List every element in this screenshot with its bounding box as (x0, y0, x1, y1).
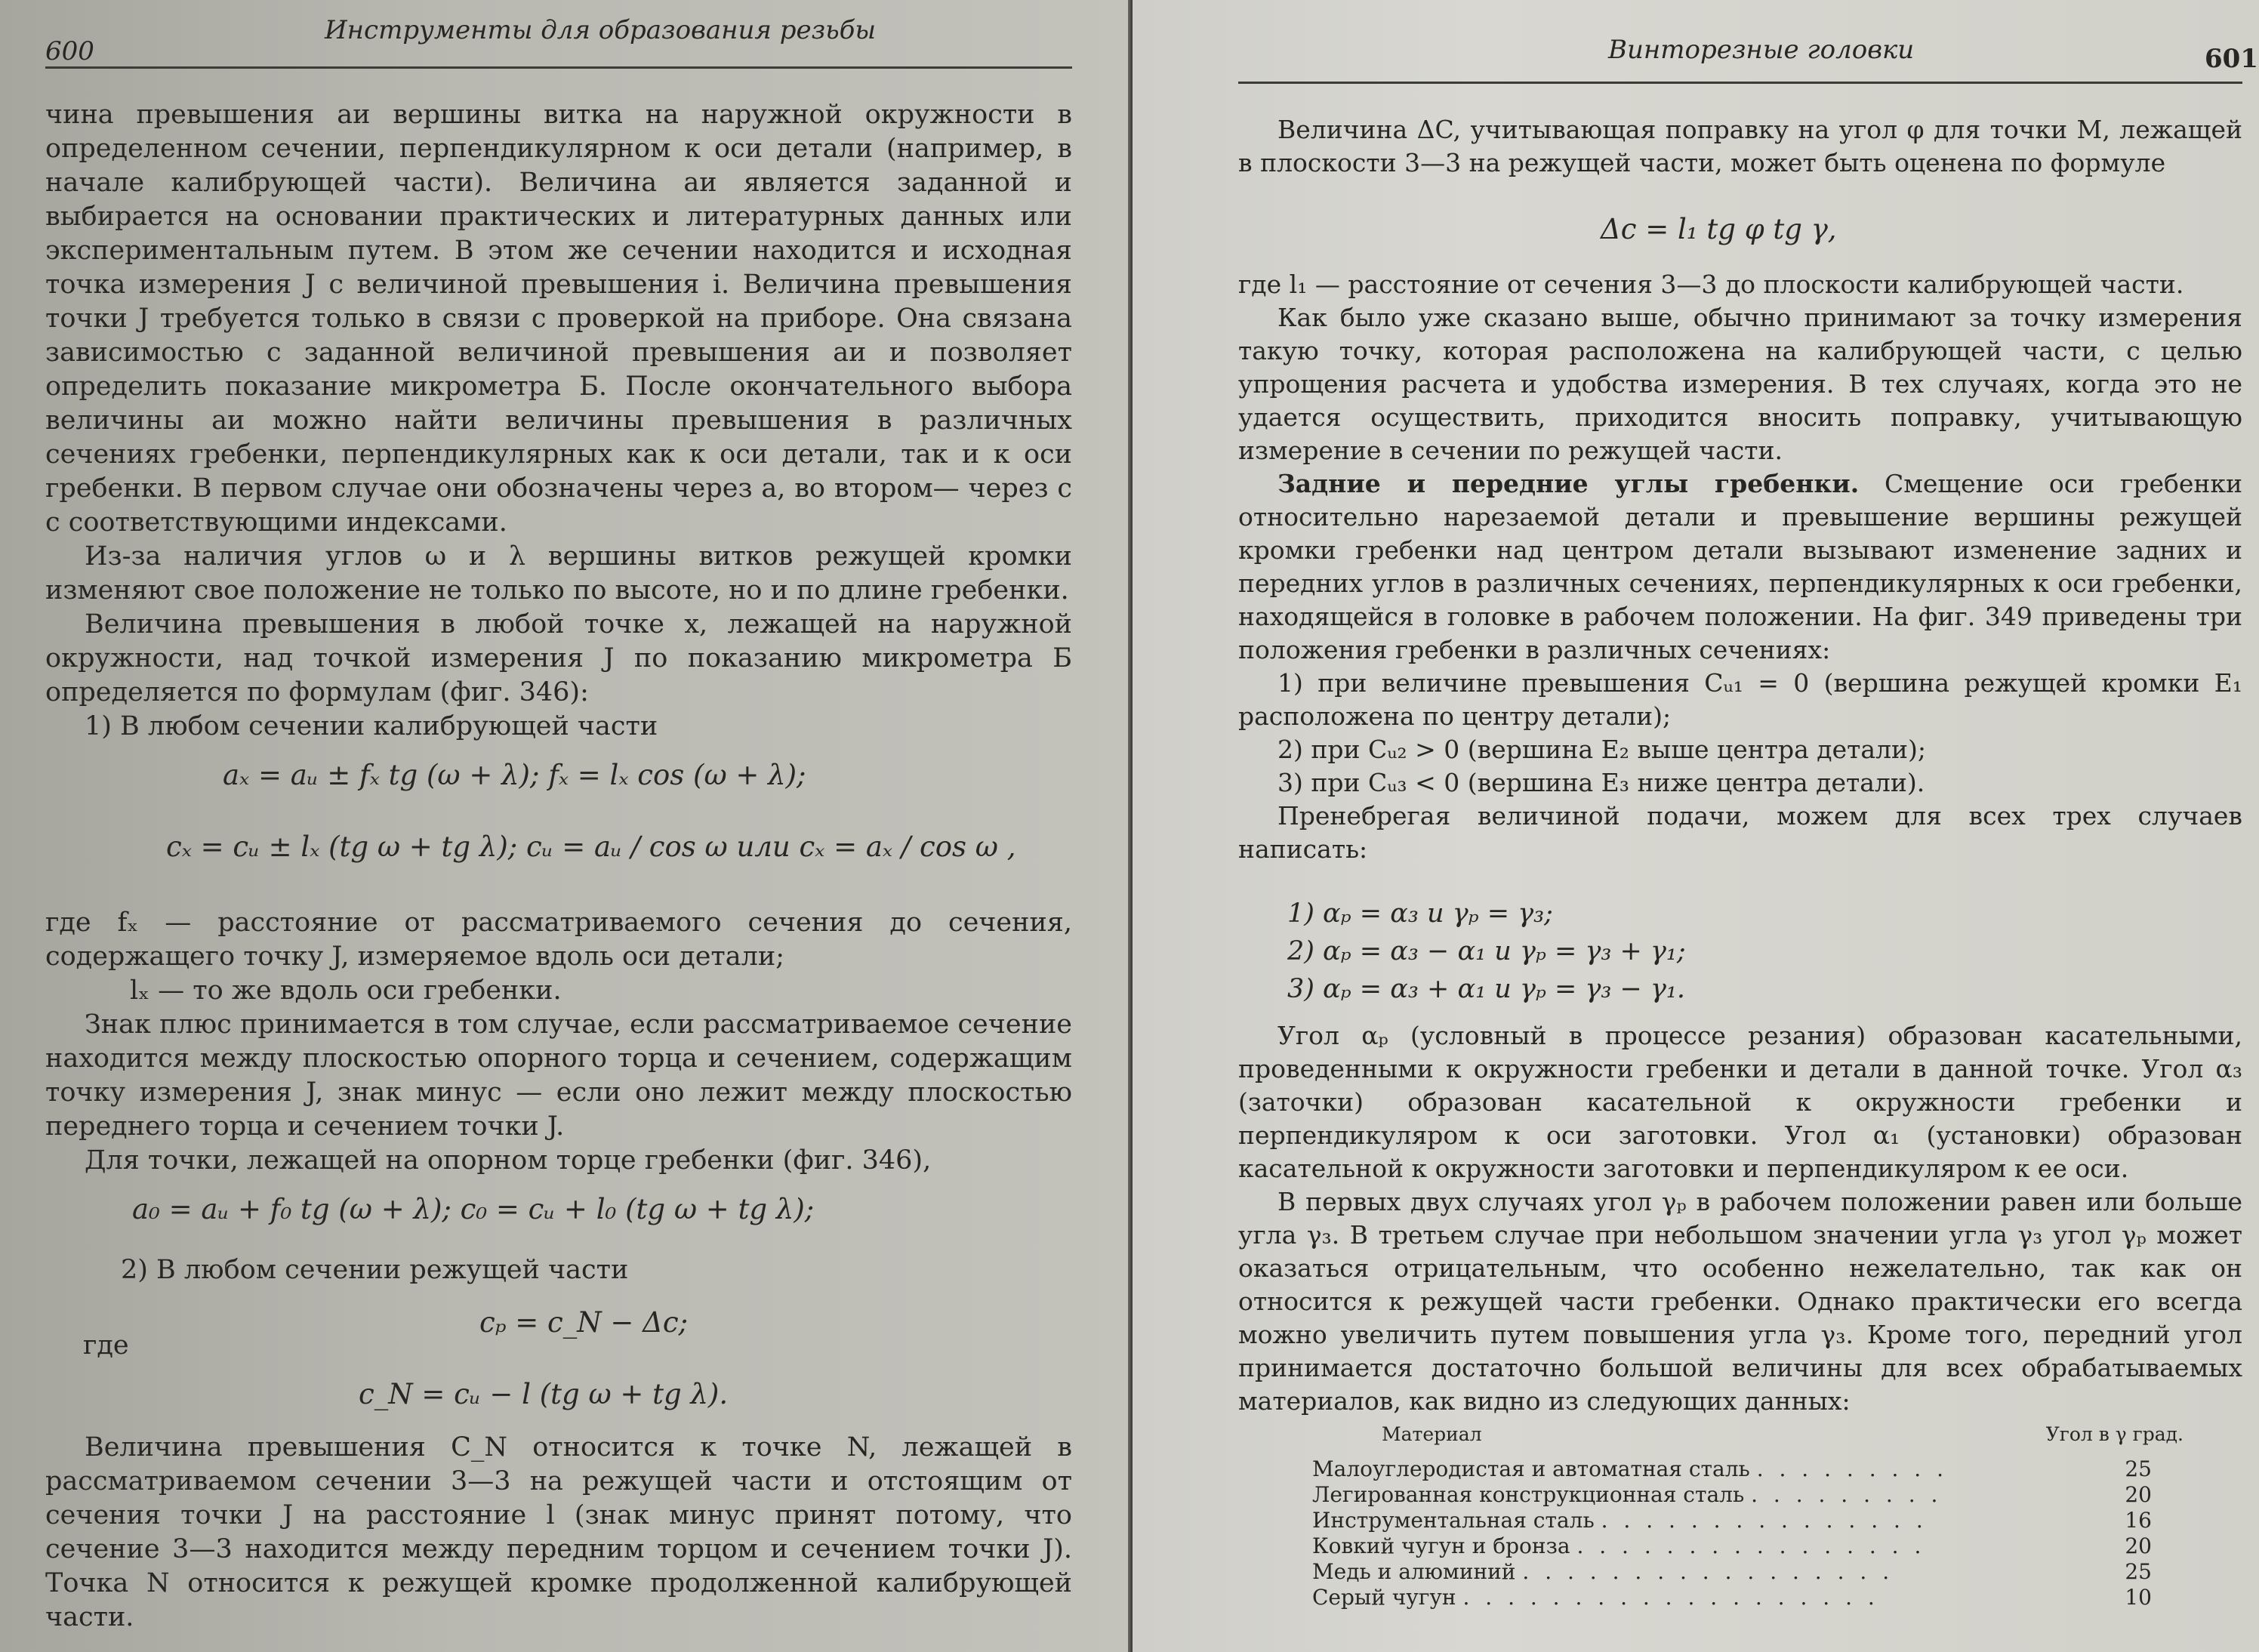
material-name: Легированная конструкционная сталь (1312, 1481, 1745, 1507)
page-number: 600 (45, 36, 94, 66)
paragraph-text: Величина превышения C_N относится к точке N, лежащей в рассматриваемом сечении 3—3 на режущей части и отстоящим от сечения точки J на расстояние l (знак минус принят потому, что сечение 3—3 находится между передним торцом и сечением точки J). Точка N относится к режущей кромке продолженной калибрующей части. (45, 1432, 1072, 1632)
equation: 3) αₚ = α₃ + α₁ и γₚ = γ₃ − γ₁. (1287, 974, 1686, 1004)
list-item: 1) В любом сечении калибрующей части (85, 711, 658, 741)
angle-value: 20 (2125, 1533, 2152, 1558)
material-name: Инструментальная сталь (1312, 1507, 1595, 1533)
formula: c_N = cᵤ − l (tg ω + tg λ). (359, 1378, 729, 1410)
formula: Δc = l₁ tg φ tg γ, (1601, 213, 1837, 245)
right-body-bottom (1238, 1019, 2242, 1418)
paragraph: Знак плюс принимается в том случае, если рассматриваемое сечение находится между плоскостью опорного торца и сечением, содержащим точку измерения J, знак минус — если оно лежит между плоскостью переднего торца и сечением точки J. (45, 1009, 1072, 1142)
material-name: Серый чугун (1312, 1584, 1456, 1610)
angle-value: 20 (2125, 1481, 2152, 1507)
formula: a₀ = aᵤ + f₀ tg (ω + λ); c₀ = cᵤ + l₀ (tg ω + tg λ); (132, 1193, 815, 1225)
formula: cₓ = cᵤ ± lₓ (tg ω + tg λ); cᵤ = aᵤ / cos ω или cₓ = aₓ / cos ω , (166, 831, 1016, 863)
paragraph: чина превышения aи вершины витка на наружной окружности в определенном сечении, перпендикулярном к оси детали (например, в начале калибрующей части). Величина aи является заданной и выбирается на основании практических и литературных данных или экспериментальным путем. В этом же сечении находится и исходная точка измерения J с величиной превышения i. Величина превышения точки J требуется только в связи с проверкой на приборе. Она связана зависимостью с заданной величиной превышения aи и позволяет определить показание микрометра Б. После окончательного выбора величины aи можно найти величины превышения в различных сечениях гребенки, перпендикулярных как к оси детали, так и к оси гребенки. В первом случае они обозначены через a, во втором— через c с соответствующими индексами. (45, 100, 1072, 538)
list-item: 3) при Cᵤ₃ < 0 (вершина E₃ ниже центра детали). (1277, 768, 1925, 797)
header-rule (1238, 82, 2242, 84)
paragraph: Пренебрегая величиной подачи, можем для всех трех случаев написать: (1238, 801, 2242, 864)
material-name: Ковкий чугун и бронза (1312, 1533, 1570, 1558)
right-body-top (1238, 113, 2242, 180)
paragraph: Величина ΔC, учитывающая поправку на угол φ для точки M, лежащей в плоскости 3—3 на режущей части, может быть оценена по формуле (1238, 115, 2242, 177)
equation-list (1287, 895, 1686, 1008)
table-row: Легированная конструкционная сталь . . . . . . . . . 20 (1306, 1481, 2190, 1507)
list-item: 1) при величине превышения Cᵤ₁ = 0 (вершина режущей кромки E₁ расположена по центру детали); (1238, 668, 2242, 731)
left-body-mid (45, 906, 1072, 1178)
table-row: Серый чугун . . . . . . . . . . . . . . . . . . . 10 (1306, 1584, 2190, 1610)
section-heading: Задние и передние углы гребенки. (1277, 469, 1860, 498)
angle-value: 10 (2125, 1584, 2152, 1610)
angle-value: 16 (2125, 1507, 2152, 1533)
paragraph: Как было уже сказано выше, обычно принимают за точку измерения такую точку, которая расположена на калибрующей части, с целью упрощения расчета и удобства измерения. В тех случаях, когда это не удается осуществить, приходится вносить поправку, учитывающую измерение в сечении по режущей части. (1238, 303, 2242, 465)
angle-value: 25 (2125, 1456, 2152, 1481)
paragraph (45, 1431, 1072, 1635)
material-name: Медь и алюминий (1312, 1558, 1516, 1584)
paragraph: где l₁ — расстояние от сечения 3—3 до плоскости калибрующей части. (1238, 270, 2184, 299)
where-clause: где fₓ — расстояние от рассматриваемого сечения до сечения, содержащего точку J, измеряемое вдоль оси детали; (45, 908, 1072, 972)
list-item: 2) при Cᵤ₂ > 0 (вершина E₂ выше центра детали); (1277, 735, 1927, 764)
right-body-mid (1238, 268, 2242, 866)
column-header: Материал (1382, 1423, 1482, 1445)
paragraph: Из-за наличия углов ω и λ вершины витков режущей кромки изменяют свое положение не только по высоте, но и по длине гребенки. (45, 541, 1072, 606)
equation: 1) αₚ = α₃ и γₚ = γ₃; (1287, 898, 1553, 929)
where-label: где (83, 1330, 129, 1361)
list-item: 2) В любом сечении режущей части (121, 1255, 629, 1285)
page-number: 601 (2205, 44, 2258, 74)
paragraph: Угол αₚ (условный в процессе резания) образован касательными, проведенными к окружности гребенки и детали в данной точке. Угол α₃ (заточки) образован касательной к окружности гребенки и перпендикуляром к оси заготовки. Угол α₁ (установки) образован касательной к окружности заготовки и перпендикуляром к ее оси. (1238, 1021, 2242, 1183)
where-clause: lₓ — то же вдоль оси гребенки. (130, 975, 562, 1006)
materials-table (1306, 1423, 2190, 1610)
table-row: Малоуглеродистая и автоматная сталь . . . . . . . . . 25 (1306, 1456, 2190, 1481)
left-body-top (45, 98, 1072, 744)
formula: cₚ = c_N − Δc; (479, 1306, 689, 1339)
table-row: Инструментальная сталь . . . . . . . . . . . . . . . 16 (1306, 1507, 2190, 1533)
material-name: Малоуглеродистая и автоматная сталь (1312, 1456, 1750, 1481)
paragraph (1238, 467, 2242, 667)
angle-value: 25 (2125, 1558, 2152, 1584)
paragraph-text: Смещение оси гребенки относительно нарезаемой детали и превышение вершины режущей кромки гребенки над центром детали вызывают изменение задних и передних углов в различных сечениях, перпендикулярных к оси гребенки, находящейся в головке в рабочем положении. На фиг. 349 приведены три положения гребенки в различных сечениях: (1238, 469, 2243, 664)
running-head: Инструменты для образования резьбы (325, 15, 877, 45)
paragraph: В первых двух случаях угол γₚ в рабочем положении равен или больше угла γ₃. В третьем случае при небольшом значении угла γ₃ угол γₚ может оказаться отрицательным, что особенно нежелательно, так как он относится к режущей части гребенки. Однако практически его всегда можно увеличить путем повышения угла γ₃. Кроме того, передний угол принимается достаточно большой величины для всех обрабатываемых материалов, как видно из следующих данных: (1238, 1187, 2242, 1416)
paragraph: Величина превышения в любой точке x, лежащей на наружной окружности, над точкой измерения J по показанию микрометра Б определяется по формулам (фиг. 346): (45, 609, 1072, 707)
table-row: Медь и алюминий . . . . . . . . . . . . . . . . . 25 (1306, 1558, 2190, 1584)
table-header-row (1306, 1423, 2190, 1456)
right-page (1133, 0, 2259, 1652)
running-head: Винторезные головки (1608, 35, 1915, 65)
column-header: Угол в γ град. (2045, 1423, 2183, 1445)
table-row: Ковкий чугун и бронза . . . . . . . . . . . . . . . . 20 (1306, 1533, 2190, 1558)
equation: 2) αₚ = α₃ − α₁ и γₚ = γ₃ + γ₁; (1287, 936, 1686, 966)
formula: aₓ = aᵤ ± fₓ tg (ω + λ); fₓ = lₓ cos (ω + λ); (223, 759, 806, 791)
paragraph: Для точки, лежащей на опорном торце гребенки (фиг. 346), (85, 1145, 932, 1176)
header-rule (45, 66, 1072, 69)
